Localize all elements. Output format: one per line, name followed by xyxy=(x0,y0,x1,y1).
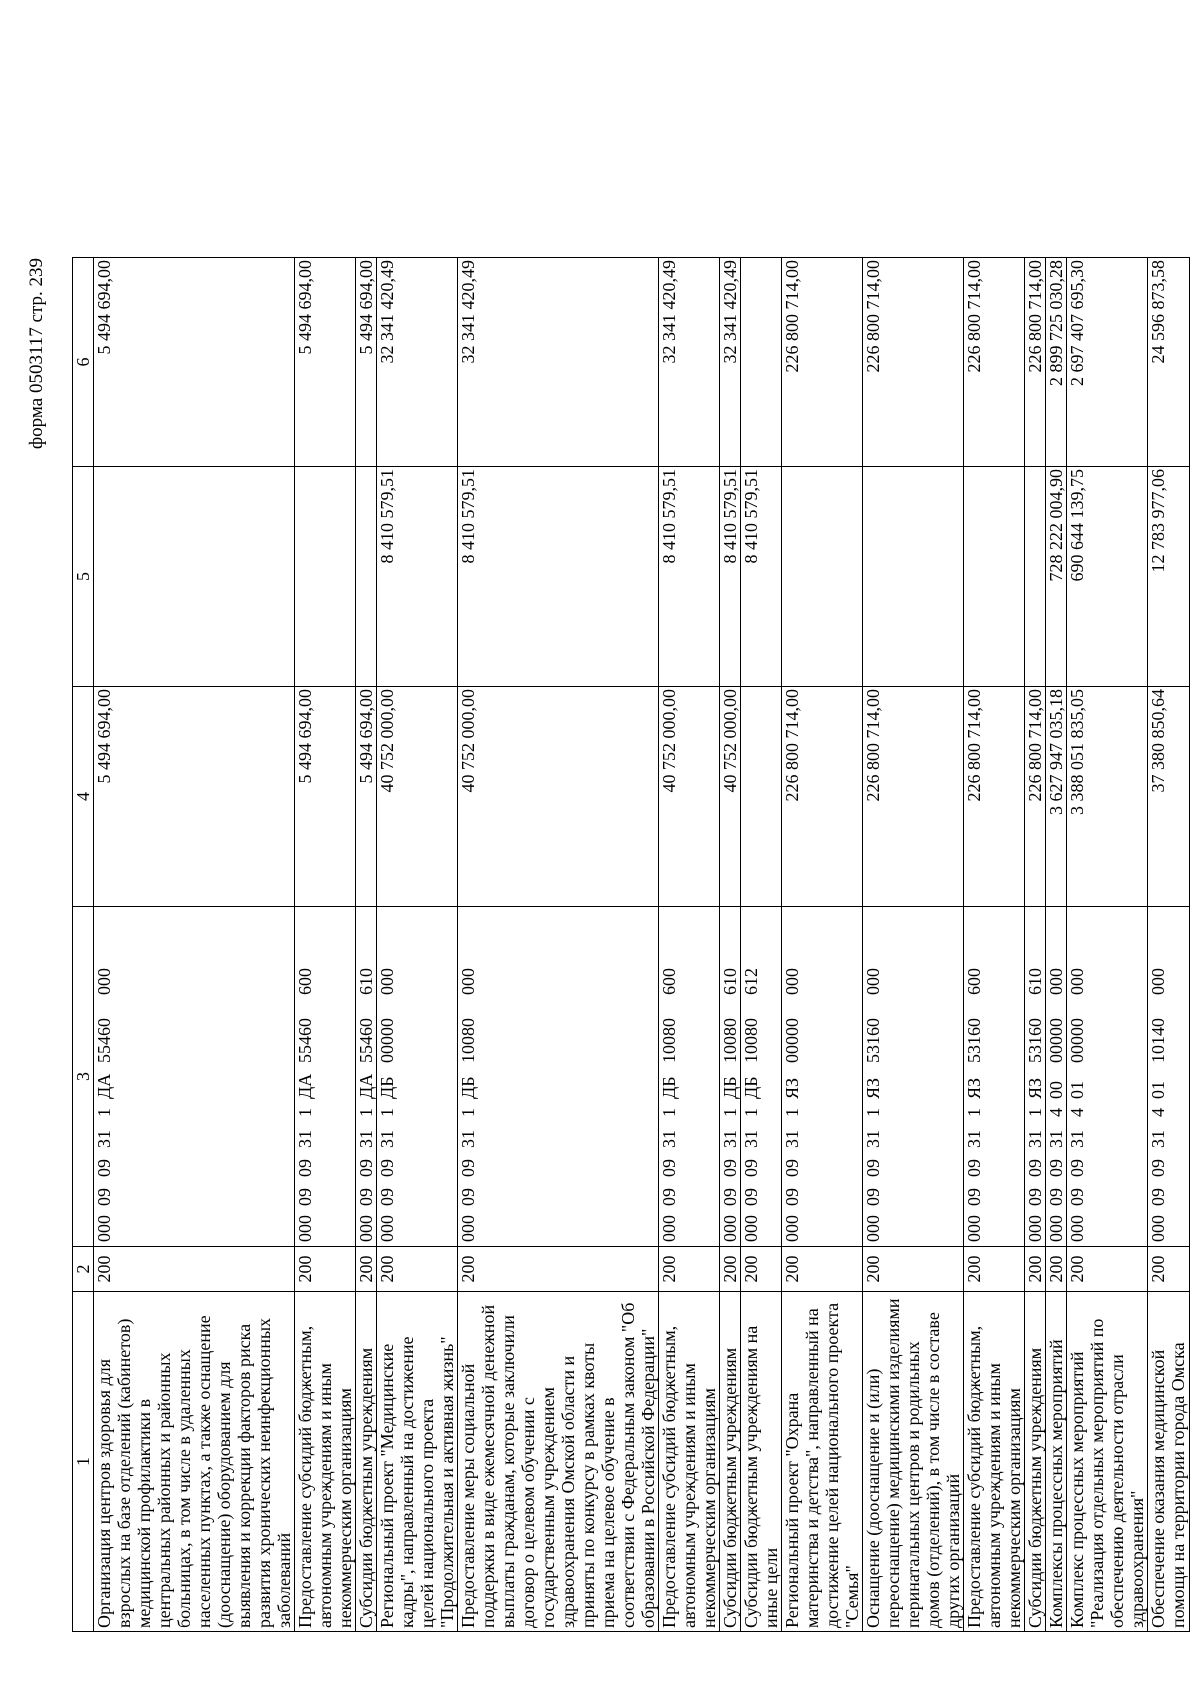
code-part: 09 xyxy=(1148,1188,1168,1206)
code-part: 000 xyxy=(782,1215,802,1242)
row-executed-amount xyxy=(1025,467,1046,687)
code-part: 09 xyxy=(377,1159,397,1177)
code-part: 000 xyxy=(720,1215,740,1242)
code-part: 1 xyxy=(964,1108,984,1117)
code-part: 000 xyxy=(356,1215,376,1242)
code-part: 10080 xyxy=(659,1018,679,1063)
row-line-code: 200 xyxy=(295,1247,356,1292)
code-part: ДБ xyxy=(741,1076,761,1099)
code-part: 000 xyxy=(1148,968,1168,995)
row-approved-amount xyxy=(741,687,782,907)
row-budget-classification-code xyxy=(1046,907,1067,1247)
code-part: 55460 xyxy=(295,1018,315,1063)
code-part: 4 xyxy=(1046,1108,1066,1117)
code-part: 09 xyxy=(659,1159,679,1177)
row-approved-amount: 3 388 051 835,05 xyxy=(1067,687,1148,907)
code-part: ЯЗ xyxy=(1025,1077,1045,1099)
code-part: 000 xyxy=(659,1215,679,1242)
row-name: Оснащение (дооснащение и (или) переоснащение) медицинскими изделиями перинатальных центров и родильных домов (отделений), в том числе в составе других организаций xyxy=(863,1292,964,1632)
code-part: ДБ xyxy=(377,1076,397,1099)
row-executed-amount xyxy=(356,467,377,687)
code-part: 000 xyxy=(1046,1215,1066,1242)
row-executed-amount: 8 410 579,51 xyxy=(741,467,782,687)
code-part: 1 xyxy=(720,1108,740,1117)
row-name: Комплекс процессных мероприятий "Реализация отдельных мероприятий по обеспечению деятельности отрасли здравоохранения" xyxy=(1067,1292,1148,1632)
row-name: Субсидии бюджетным учреждениям xyxy=(356,1292,377,1632)
code-part: 31 xyxy=(1148,1130,1168,1148)
row-approved-amount: 226 800 714,00 xyxy=(1025,687,1046,907)
row-line-code: 200 xyxy=(356,1247,377,1292)
row-executed-amount xyxy=(295,467,356,687)
code-part: 09 xyxy=(720,1159,740,1177)
code-part: 1 xyxy=(94,1108,114,1117)
row-unexecuted-amount xyxy=(741,258,782,467)
row-budget-classification-code xyxy=(458,907,659,1247)
code-part: 09 xyxy=(741,1188,761,1206)
table-row xyxy=(1148,258,1190,1632)
code-part: 610 xyxy=(1025,968,1045,995)
row-budget-classification-code xyxy=(356,907,377,1247)
row-approved-amount: 40 752 000,00 xyxy=(720,687,741,907)
table-row xyxy=(356,258,377,1632)
code-part: 53160 xyxy=(863,1018,883,1063)
row-budget-classification-code xyxy=(741,907,782,1247)
code-part: ДА xyxy=(94,1073,114,1099)
code-part: 09 xyxy=(458,1188,478,1206)
row-unexecuted-amount: 2 697 407 695,30 xyxy=(1067,258,1148,467)
code-part: 09 xyxy=(1046,1159,1066,1177)
column-header-1: 1 xyxy=(73,1292,94,1632)
code-part: 600 xyxy=(295,968,315,995)
code-part: 09 xyxy=(741,1159,761,1177)
code-part: 09 xyxy=(356,1159,376,1177)
code-part: 4 xyxy=(1148,1108,1168,1117)
row-line-code: 200 xyxy=(94,1247,295,1292)
code-part: 10080 xyxy=(458,1018,478,1063)
table-row xyxy=(458,258,659,1632)
table-row xyxy=(377,258,458,1632)
code-part: 1 xyxy=(356,1108,376,1117)
row-budget-classification-code xyxy=(720,907,741,1247)
table-row xyxy=(1067,258,1148,1632)
code-part: 1 xyxy=(863,1108,883,1117)
table-row xyxy=(659,258,720,1632)
code-part: 55460 xyxy=(94,1018,114,1063)
code-part: 31 xyxy=(659,1130,679,1148)
row-executed-amount xyxy=(964,467,1025,687)
row-line-code: 200 xyxy=(1025,1247,1046,1292)
code-part: 000 xyxy=(1067,968,1087,995)
table-row xyxy=(782,258,863,1632)
row-line-code: 200 xyxy=(720,1247,741,1292)
column-header-3: 3 xyxy=(73,907,94,1247)
row-unexecuted-amount: 226 800 714,00 xyxy=(863,258,964,467)
code-part: 1 xyxy=(377,1108,397,1117)
code-part: 31 xyxy=(782,1130,802,1148)
code-part: 00000 xyxy=(377,1018,397,1063)
code-part: 1 xyxy=(659,1108,679,1117)
code-part: 31 xyxy=(741,1130,761,1148)
code-part: 000 xyxy=(458,968,478,995)
row-budget-classification-code xyxy=(659,907,720,1247)
code-part: 000 xyxy=(1067,1215,1087,1242)
code-part: 000 xyxy=(964,1215,984,1242)
row-budget-classification-code xyxy=(863,907,964,1247)
code-part: 000 xyxy=(1046,968,1066,995)
row-executed-amount: 12 783 977,06 xyxy=(1148,467,1190,687)
code-part: 09 xyxy=(295,1188,315,1206)
code-part: ДА xyxy=(356,1073,376,1099)
row-unexecuted-amount: 5 494 694,00 xyxy=(356,258,377,467)
table-row xyxy=(1046,258,1067,1632)
code-part: 612 xyxy=(741,968,761,995)
code-part: 31 xyxy=(863,1130,883,1148)
row-approved-amount: 40 752 000,00 xyxy=(458,687,659,907)
code-part: 610 xyxy=(720,968,740,995)
code-part: 53160 xyxy=(1025,1018,1045,1063)
row-name: Субсидии бюджетным учреждениям xyxy=(720,1292,741,1632)
table-row xyxy=(741,258,782,1632)
row-budget-classification-code xyxy=(295,907,356,1247)
row-budget-classification-code xyxy=(782,907,863,1247)
code-part: 55460 xyxy=(356,1018,376,1063)
row-budget-classification-code xyxy=(964,907,1025,1247)
code-part: 09 xyxy=(782,1188,802,1206)
column-header-4: 4 xyxy=(73,687,94,907)
row-executed-amount: 8 410 579,51 xyxy=(458,467,659,687)
code-part: 000 xyxy=(458,1215,478,1242)
code-part: 10080 xyxy=(741,1018,761,1063)
code-part: 09 xyxy=(1067,1159,1087,1177)
row-approved-amount: 5 494 694,00 xyxy=(94,687,295,907)
code-part: 00 xyxy=(1046,1081,1066,1099)
row-name: Предоставление субсидий бюджетным, автономным учреждениям и иным некоммерческим организациям xyxy=(295,1292,356,1632)
code-part: 31 xyxy=(720,1130,740,1148)
row-name: Организация центров здоровья для взрослых на базе отделений (кабинетов) медицинской профилактики в центральных районных и районных больницах, в том числе в удаленных населенных пунктах, а также оснащение (дооснащение) оборудованием для выявления и коррекции факторов риска развития хронических неинфекционных заболеваний xyxy=(94,1292,295,1632)
code-part: 09 xyxy=(863,1159,883,1177)
form-label: форма 0503117 стр. 239 xyxy=(26,258,47,450)
code-part: 000 xyxy=(295,1215,315,1242)
row-budget-classification-code xyxy=(94,907,295,1247)
code-part: 01 xyxy=(1067,1081,1087,1099)
code-part: 09 xyxy=(720,1188,740,1206)
row-approved-amount: 5 494 694,00 xyxy=(295,687,356,907)
row-executed-amount xyxy=(863,467,964,687)
table-row xyxy=(1025,258,1046,1632)
code-part: ДА xyxy=(295,1073,315,1099)
table-row xyxy=(295,258,356,1632)
code-part: 1 xyxy=(741,1108,761,1117)
row-approved-amount: 5 494 694,00 xyxy=(356,687,377,907)
table-row xyxy=(964,258,1025,1632)
column-header-2: 2 xyxy=(73,1247,94,1292)
code-part: 10140 xyxy=(1148,1018,1168,1063)
table-row xyxy=(720,258,741,1632)
row-approved-amount: 40 752 000,00 xyxy=(377,687,458,907)
code-part: 09 xyxy=(94,1159,114,1177)
code-part: 09 xyxy=(1067,1188,1087,1206)
code-part: 09 xyxy=(964,1159,984,1177)
row-unexecuted-amount: 5 494 694,00 xyxy=(94,258,295,467)
code-part: 10080 xyxy=(720,1018,740,1063)
code-part: 31 xyxy=(377,1130,397,1148)
code-part: 600 xyxy=(964,968,984,995)
row-unexecuted-amount: 226 800 714,00 xyxy=(1025,258,1046,467)
code-part: 000 xyxy=(377,1215,397,1242)
row-unexecuted-amount: 32 341 420,49 xyxy=(458,258,659,467)
column-number-row xyxy=(73,258,94,1632)
code-part: 00000 xyxy=(1067,1018,1087,1063)
row-line-code: 200 xyxy=(458,1247,659,1292)
code-part: 09 xyxy=(356,1188,376,1206)
row-line-code: 200 xyxy=(1148,1247,1190,1292)
row-executed-amount: 8 410 579,51 xyxy=(659,467,720,687)
code-part: 01 xyxy=(1148,1081,1168,1099)
column-header-5: 5 xyxy=(73,467,94,687)
code-part: 31 xyxy=(964,1130,984,1148)
row-budget-classification-code xyxy=(377,907,458,1247)
budget-table xyxy=(72,257,1190,1632)
row-line-code: 200 xyxy=(782,1247,863,1292)
code-part: 000 xyxy=(1148,1215,1168,1242)
code-part: 31 xyxy=(1046,1130,1066,1148)
row-name: Обеспечение оказания медицинской помощи на территории города Омска xyxy=(1148,1292,1190,1632)
row-unexecuted-amount: 32 341 420,49 xyxy=(720,258,741,467)
code-part: 31 xyxy=(458,1130,478,1148)
row-line-code: 200 xyxy=(1046,1247,1067,1292)
row-executed-amount xyxy=(94,467,295,687)
row-line-code: 200 xyxy=(659,1247,720,1292)
code-part: 09 xyxy=(659,1188,679,1206)
row-line-code: 200 xyxy=(377,1247,458,1292)
code-part: 600 xyxy=(659,968,679,995)
row-unexecuted-amount: 32 341 420,49 xyxy=(659,258,720,467)
code-part: 00000 xyxy=(782,1018,802,1063)
row-name: Субсидии бюджетным учреждениям на иные цели xyxy=(741,1292,782,1632)
row-unexecuted-amount: 32 341 420,49 xyxy=(377,258,458,467)
code-part: ДБ xyxy=(659,1076,679,1099)
row-executed-amount: 690 644 139,75 xyxy=(1067,467,1148,687)
row-approved-amount: 226 800 714,00 xyxy=(964,687,1025,907)
code-part: 000 xyxy=(741,1215,761,1242)
code-part: 000 xyxy=(1025,1215,1045,1242)
row-unexecuted-amount: 226 800 714,00 xyxy=(964,258,1025,467)
row-name: Региональный проект "Охрана материнства и детства", направленный на достижение целей национального проекта "Семья" xyxy=(782,1292,863,1632)
table-row xyxy=(94,258,295,1632)
row-budget-classification-code xyxy=(1025,907,1046,1247)
code-part: 31 xyxy=(356,1130,376,1148)
row-name: Субсидии бюджетным учреждениям xyxy=(1025,1292,1046,1632)
code-part: 09 xyxy=(964,1188,984,1206)
row-line-code: 200 xyxy=(741,1247,782,1292)
code-part: 09 xyxy=(1046,1188,1066,1206)
row-name: Предоставление субсидий бюджетным, автономным учреждениям и иным некоммерческим организациям xyxy=(659,1292,720,1632)
row-line-code: 200 xyxy=(863,1247,964,1292)
row-executed-amount: 8 410 579,51 xyxy=(377,467,458,687)
row-name: Предоставление субсидий бюджетным, автономным учреждениям и иным некоммерческим организациям xyxy=(964,1292,1025,1632)
code-part: 1 xyxy=(782,1108,802,1117)
row-line-code: 200 xyxy=(1067,1247,1148,1292)
table-row xyxy=(863,258,964,1632)
row-unexecuted-amount: 2 899 725 030,28 xyxy=(1046,258,1067,467)
code-part: 000 xyxy=(94,968,114,995)
code-part: 31 xyxy=(1025,1130,1045,1148)
row-unexecuted-amount: 5 494 694,00 xyxy=(295,258,356,467)
code-part: 1 xyxy=(295,1108,315,1117)
column-header-6: 6 xyxy=(73,258,94,467)
code-part: 09 xyxy=(782,1159,802,1177)
code-part: 09 xyxy=(458,1159,478,1177)
code-part: 000 xyxy=(782,968,802,995)
code-part: 31 xyxy=(94,1130,114,1148)
row-budget-classification-code xyxy=(1067,907,1148,1247)
row-approved-amount: 3 627 947 035,18 xyxy=(1046,687,1067,907)
code-part: 53160 xyxy=(964,1018,984,1063)
code-part: ДБ xyxy=(458,1076,478,1099)
row-executed-amount: 8 410 579,51 xyxy=(720,467,741,687)
row-name: Предоставление меры социальной поддержки в виде ежемесячной денежной выплаты гражданам, которые заключили договор о целевом обучении с государственным учреждением здравоохранения Омской области и приняты по конкурсу в рамках квоты приема на целевое обучение в соответствии с Федеральным законом "Об образовании в Российской Федерации" xyxy=(458,1292,659,1632)
code-part: 1 xyxy=(458,1108,478,1117)
row-approved-amount: 226 800 714,00 xyxy=(782,687,863,907)
code-part: 000 xyxy=(863,968,883,995)
code-part: 09 xyxy=(377,1188,397,1206)
code-part: 31 xyxy=(295,1130,315,1148)
code-part: 09 xyxy=(94,1188,114,1206)
row-name: Комплексы процессных мероприятий xyxy=(1046,1292,1067,1632)
code-part: 09 xyxy=(1025,1159,1045,1177)
code-part: 09 xyxy=(295,1159,315,1177)
code-part: ЯЗ xyxy=(782,1077,802,1099)
row-approved-amount: 226 800 714,00 xyxy=(863,687,964,907)
code-part: 000 xyxy=(863,1215,883,1242)
code-part: 00000 xyxy=(1046,1018,1066,1063)
row-executed-amount: 728 222 004,90 xyxy=(1046,467,1067,687)
code-part: 610 xyxy=(356,968,376,995)
row-line-code: 200 xyxy=(964,1247,1025,1292)
row-executed-amount xyxy=(782,467,863,687)
row-approved-amount: 40 752 000,00 xyxy=(659,687,720,907)
row-approved-amount: 37 380 850,64 xyxy=(1148,687,1190,907)
row-unexecuted-amount: 24 596 873,58 xyxy=(1148,258,1190,467)
code-part: ДБ xyxy=(720,1076,740,1099)
row-unexecuted-amount: 226 800 714,00 xyxy=(782,258,863,467)
code-part: 09 xyxy=(1025,1188,1045,1206)
code-part: ЯЗ xyxy=(863,1077,883,1099)
code-part: 09 xyxy=(1148,1159,1168,1177)
code-part: 31 xyxy=(1067,1130,1087,1148)
code-part: 1 xyxy=(1025,1108,1045,1117)
code-part: 000 xyxy=(94,1215,114,1242)
code-part: 09 xyxy=(863,1188,883,1206)
code-part: 4 xyxy=(1067,1108,1087,1117)
code-part: ЯЗ xyxy=(964,1077,984,1099)
row-name: Региональный проект "Медицинские кадры", направленный на достижение целей национального проекта "Продолжительная и активная жизнь" xyxy=(377,1292,458,1632)
code-part: 000 xyxy=(377,968,397,995)
row-budget-classification-code xyxy=(1148,907,1190,1247)
